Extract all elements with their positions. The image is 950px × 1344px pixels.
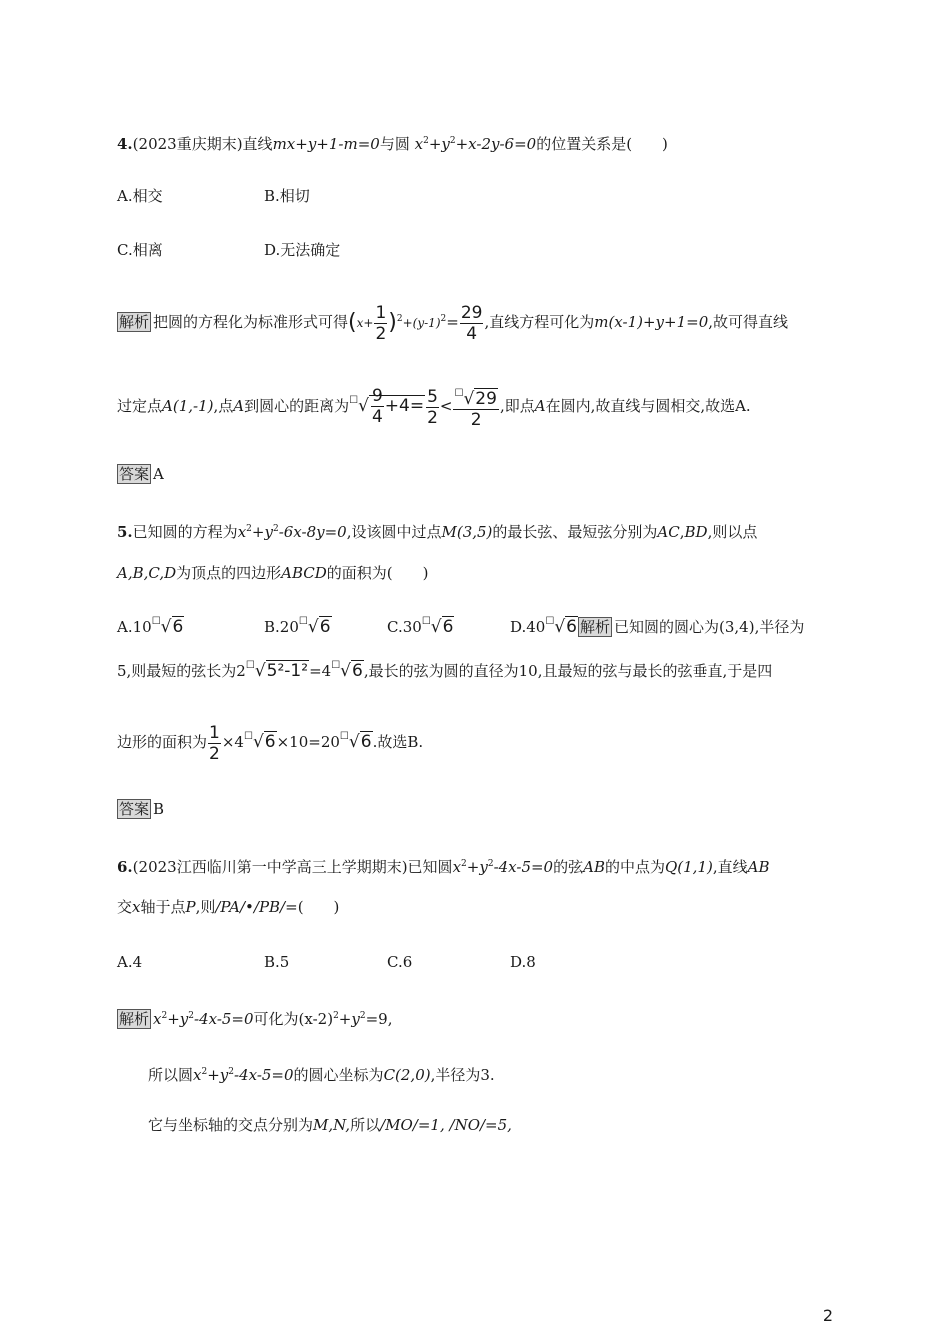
q5-answer: 答案 B bbox=[119, 800, 165, 818]
q6-option-a: A.4 bbox=[117, 953, 143, 971]
q4-answer: 答案 A bbox=[119, 465, 164, 483]
q5-solution-line2: 5,则最短的弦长为2☐√5²-1²=4☐√6,最长的弦为圆的直径为10,且最短的弦与最长的弦垂直,于是四 bbox=[117, 660, 773, 681]
q6-option-b: B.5 bbox=[264, 953, 290, 971]
q5-option-c: C.30☐√6 bbox=[387, 616, 454, 637]
q4-solution-line2: 过定点A(1,-1),点A到圆心的距离为☐√ $\frac{9}{4}$ +4= $\frac{5}{2}$ < $\frac{☐√29}{2}$ ,即点A在圆内,故直线与圆相交,故选A. bbox=[117, 385, 751, 430]
solution-tag: 解析 bbox=[119, 313, 150, 331]
q6-solution-line2: 所以圆$x^2+y^2-4x-5=0$的圆心坐标为C(2,0),半径为3. bbox=[148, 1066, 495, 1084]
q6-option-d: D.8 bbox=[510, 953, 536, 971]
q4-option-c: C.相离 bbox=[117, 241, 163, 259]
solution-tag: 解析 bbox=[119, 1010, 150, 1028]
q5-option-b: B.20☐√6 bbox=[264, 616, 331, 637]
q5-option-d: D.40☐√6 解析 已知圆的圆心为(3,4),半径为 bbox=[510, 616, 805, 637]
q4-option-d: D.无法确定 bbox=[264, 241, 341, 259]
q4-stem: 4.(2023重庆期末)直线mx+y+1-m=0与圆 $x^2+y^2+x-2y-6=0$的位置关系是( ) bbox=[117, 135, 668, 153]
solution-tag: 解析 bbox=[580, 618, 611, 636]
page-number: 2 bbox=[822, 1306, 833, 1325]
q6-stem-line2: 交x轴于点P,则/PA/•/PB/=( ) bbox=[117, 898, 340, 916]
answer-tag: 答案 bbox=[119, 800, 150, 818]
q4-option-b: B.相切 bbox=[264, 187, 310, 205]
q6-option-c: C.6 bbox=[387, 953, 413, 971]
q6-solution-line3: 它与坐标轴的交点分别为M,N,所以/MO/=1, /NO/=5, bbox=[148, 1116, 512, 1134]
q5-solution-line3: 边形的面积为 $\frac{1}{2}$ ×4☐√6×10=20☐√6.故选B. bbox=[117, 722, 424, 764]
q5-option-a: A.10☐√6 bbox=[117, 616, 184, 637]
q5-stem-line1: 5.已知圆的方程为$x^2+y^2-6x-8y=0$,设该圆中过点M(3,5)的最长弦、最短弦分别为AC,BD,则以点 bbox=[117, 523, 758, 541]
answer-tag: 答案 bbox=[119, 465, 150, 483]
q4-option-a: A.相交 bbox=[117, 187, 163, 205]
q5-stem-line2: A,B,C,D为顶点的四边形ABCD的面积为( ) bbox=[117, 564, 429, 582]
q4-solution-line1: 解析 把圆的方程化为标准形式可得(x+ $\frac{1}{2}$ )$^2+(y-1)^2=$ $\frac{29}{4}$ ,直线方程可化为m(x-1)+y+1=0,故可得直线 bbox=[119, 302, 789, 344]
q6-stem-line1: 6.(2023江西临川第一中学高三上学期期末)已知圆$x^2+y^2-4x-5=0$的弦AB的中点为Q(1,1),直线AB bbox=[117, 858, 770, 876]
q6-solution-line1: 解析 $x^2+y^2-4x-5=0$可化为$(x-2)^2+y^2=9$, bbox=[119, 1010, 393, 1028]
